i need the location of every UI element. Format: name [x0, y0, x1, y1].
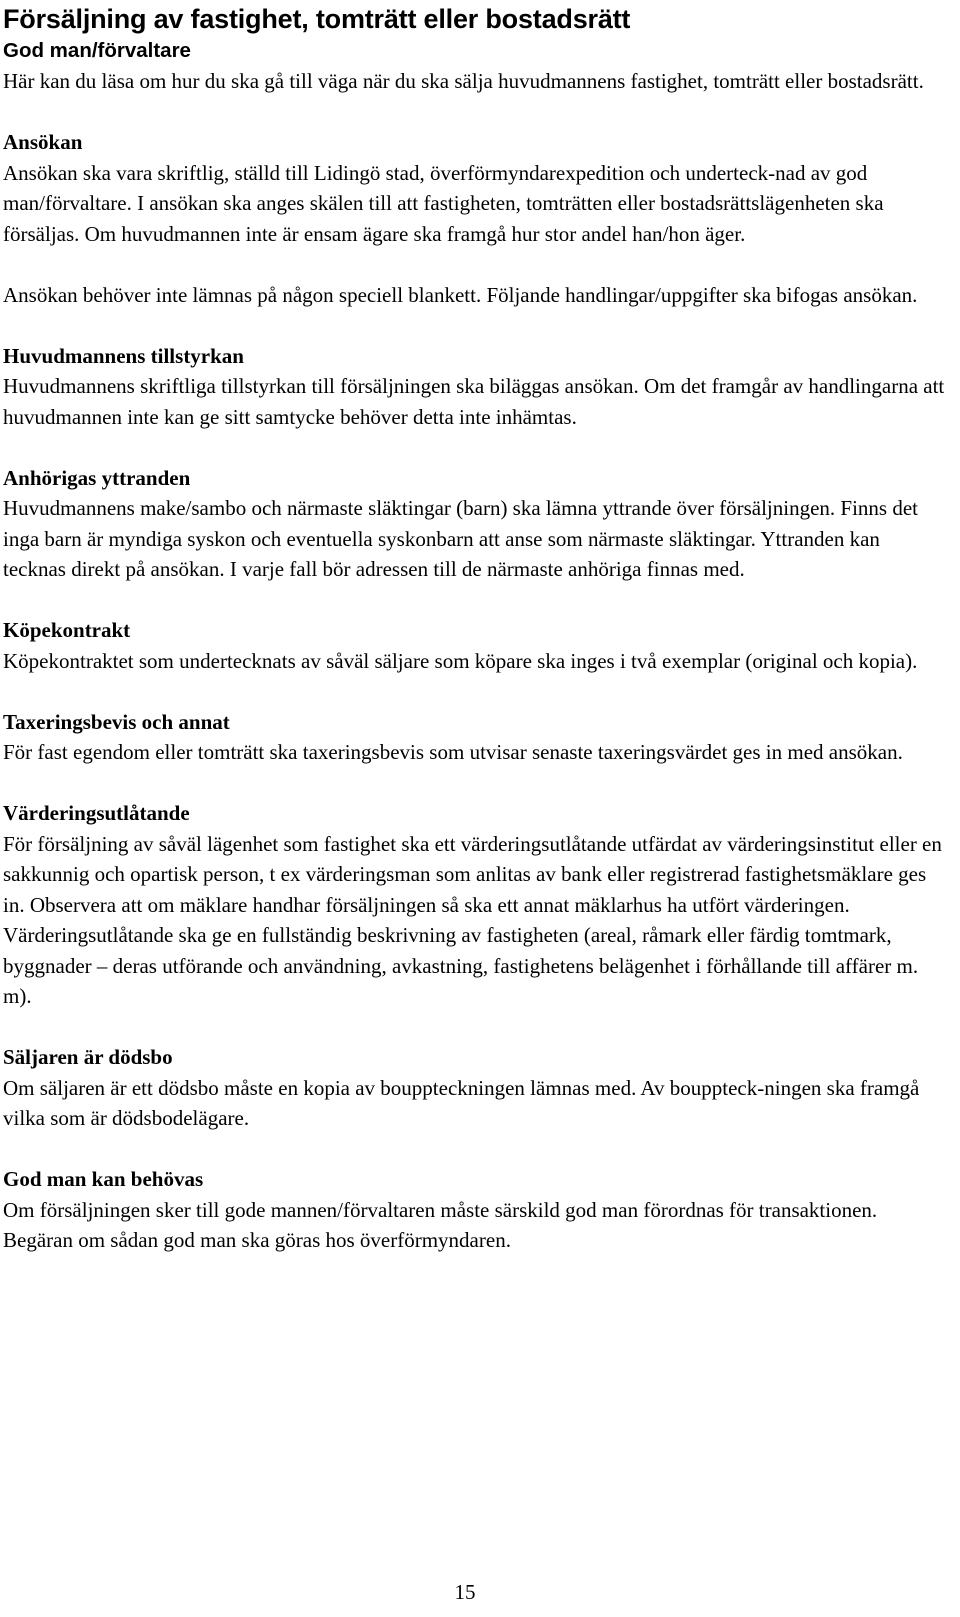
spacer	[3, 768, 948, 799]
spacer	[3, 585, 948, 616]
page-title: Försäljning av fastighet, tomträtt eller bostadsrätt	[3, 4, 631, 34]
section-paragraph: Ansökan ska vara skriftlig, ställd till Lidingö stad, överförmyndarexpedition och underteck-nad av god man/förvaltare. I ansökan ska anges skälen till att fastigheten, tomträtten eller bostadsrättslägenheten ska försäljas. Om huvudmannen inte är ensam ägare ska framgå hur stor andel han/hon äger.	[3, 160, 884, 246]
section-huvudmannens-tillstyrkan	[3, 341, 948, 433]
spacer	[3, 432, 948, 463]
section-paragraph: Huvudmannens skriftliga tillstyrkan till försäljningen ska biläggas ansökan. Om det framgår av handlingarna att huvudmannen inte kan ge sitt samtycke behöver detta inte inhämtas.	[3, 374, 945, 429]
section-taxeringsbevis	[3, 707, 948, 768]
document-page	[3, 0, 948, 1256]
section-paragraph: Köpekontraktet som undertecknats av såväl säljare som köpare ska inges i två exemplar (original och kopia).	[3, 648, 918, 673]
section-ansokan	[3, 127, 948, 310]
section-paragraph: Om försäljningen sker till gode mannen/förvaltaren måste särskild god man förordnas för transaktionen. Begäran om sådan god man ska göras hos överförmyndaren.	[3, 1197, 878, 1252]
section-paragraph: För försäljning av såväl lägenhet som fastighet ska ett värderingsutlåtande utfärdat av värderingsinstitut eller en sakkunnig och opartisk person, t ex värderingsman som anlitas av bank eller registrerad fastighetsmäklare ges in. Observera att om mäklare handhar försäljningen så ska ett annat mäklarhus ha utfört värderingen.	[3, 831, 942, 917]
section-heading: Säljaren är dödsbo	[3, 1045, 173, 1069]
page-number: 15	[454, 1580, 476, 1604]
section-paragraph: För fast egendom eller tomträtt ska taxeringsbevis som utvisar senaste taxeringsvärdet ges in med ansökan.	[3, 740, 903, 764]
section-heading: Huvudmannens tillstyrkan	[3, 343, 244, 368]
section-paragraph: Värderingsutlåtande ska ge en fullständig beskrivning av fastigheten (areal, råmark eller färdig tomtmark, byggnader – deras utförande och användning, avkastning, fastighetens belägenhet i förhållande till affärer m. m).	[3, 923, 919, 1008]
intro-heading: God man/förvaltare	[3, 39, 191, 62]
section-heading: Värderingsutlåtande	[3, 801, 190, 825]
section-varderingsutlatande	[3, 798, 948, 1012]
section-heading: Taxeringsbevis och annat	[3, 709, 230, 734]
section-heading: God man kan behövas	[3, 1167, 204, 1191]
section-heading: Ansökan	[3, 130, 83, 154]
intro-text: Här kan du läsa om hur du ska gå till väga när du ska sälja huvudmannens fastighet, tomträtt eller bostadsrätt.	[3, 69, 924, 93]
section-heading: Köpekontrakt	[3, 618, 131, 642]
section-kopekontrakt	[3, 615, 948, 676]
section-saljaren-ar-dodsbo	[3, 1042, 948, 1134]
spacer	[3, 1012, 948, 1043]
section-paragraph: Om säljaren är ett dödsbo måste en kopia av bouppteckningen lämnas med. Av bouppteck-ningen ska framgå vilka som är dödsbodelägare.	[3, 1075, 920, 1130]
section-paragraph: Huvudmannens make/sambo och närmaste släktingar (barn) ska lämna yttrande över försäljningen. Finns det inga barn är myndiga syskon och eventuella syskonbarn att anse som närmaste släktingar. Yttranden kan tecknas direkt på ansökan. I varje fall bör adressen till de närmaste anhöriga finnas med.	[3, 496, 918, 581]
section-heading: Anhörigas yttranden	[3, 465, 191, 490]
spacer	[3, 97, 948, 128]
spacer	[3, 1134, 948, 1165]
spacer	[3, 310, 948, 341]
spacer	[3, 676, 948, 707]
section-god-man-kan-behovas	[3, 1164, 948, 1256]
section-anhorigas-yttranden	[3, 463, 948, 585]
spacer	[3, 249, 948, 280]
section-paragraph: Ansökan behöver inte lämnas på någon speciell blankett. Följande handlingar/uppgifter ska bifogas ansökan.	[3, 282, 918, 307]
